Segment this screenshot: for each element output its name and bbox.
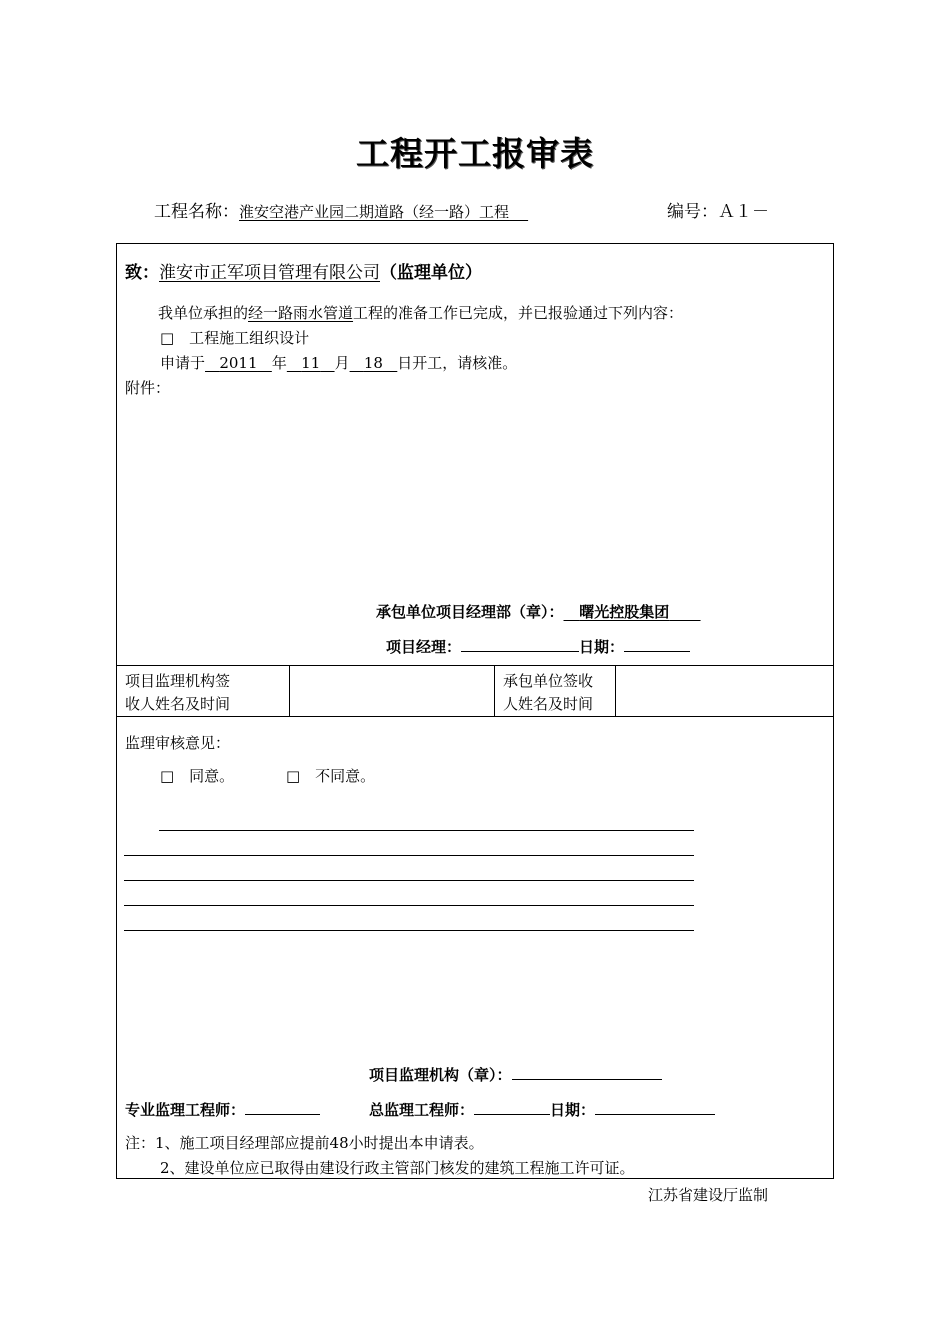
form-title: 工程开工报审表	[356, 134, 594, 173]
supervisor-receiver-field[interactable]	[290, 666, 493, 716]
project-name-label: 工程名称：	[154, 202, 239, 222]
form-number	[667, 197, 769, 222]
agree-checkbox[interactable]: □ 同意。	[160, 767, 235, 785]
addressee-company: 淮安市正军项目管理有限公司	[159, 263, 380, 283]
addressee-prefix: 致：	[125, 263, 159, 283]
supervision-org-field[interactable]	[512, 1065, 662, 1080]
supervision-org-label: 项目监理机构（章）：	[369, 1066, 512, 1084]
contractor-dept-value: 曙光控股集团	[579, 603, 670, 621]
supervisor-receiver-label: 项目监理机构签 收人姓名及时间	[125, 672, 231, 713]
project-manager-label: 项目经理：	[386, 638, 462, 656]
work-name: 经一路雨水管道	[248, 304, 354, 322]
contractor-dept-row	[376, 601, 701, 622]
addressee-suffix: （监理单位）	[380, 263, 482, 283]
body-line-1: 我单位承担的经一路雨水管道工程的准备工作已完成，并已报验通过下列内容：	[158, 304, 684, 322]
sign-row-divider-2	[494, 665, 495, 716]
opinion-line-3[interactable]	[124, 880, 694, 881]
issuer-footer: 江苏省建设厅监制	[648, 1186, 769, 1204]
project-manager-field[interactable]	[461, 637, 579, 652]
project-manager-row	[386, 636, 690, 657]
project-name-value: 淮安空港产业园二期道路（经一路）工程	[239, 203, 510, 221]
attachment-label: 附件：	[125, 379, 171, 397]
review-date-field[interactable]	[595, 1100, 715, 1115]
apply-date-line: 申请于 2011 年 11 月 18 日开工，请核准。	[160, 354, 518, 372]
opinion-line-1[interactable]	[159, 830, 694, 831]
addressee-row	[125, 258, 482, 283]
specialist-engineer-label: 专业监理工程师：	[125, 1101, 246, 1119]
contractor-date-label: 日期：	[579, 638, 625, 656]
checkbox-construction-design[interactable]: □ 工程施工组织设计	[160, 329, 310, 347]
disagree-checkbox[interactable]: □ 不同意。	[286, 767, 376, 785]
apply-day: 18	[363, 354, 383, 372]
note-1: 注：1、施工项目经理部应提前48小时提出本申请表。	[125, 1134, 484, 1152]
note-2: 2、建设单位应已取得由建设行政主管部门核发的建筑工程施工许可证。	[160, 1159, 635, 1177]
engineer-row	[125, 1099, 320, 1120]
contractor-receiver-label: 承包单位签收 人姓名及时间	[503, 672, 594, 713]
opinion-line-5[interactable]	[124, 930, 694, 931]
contractor-date-field[interactable]	[624, 637, 690, 652]
divider-2	[116, 716, 834, 717]
form-number-label: 编号：	[667, 202, 718, 222]
chief-engineer-label: 总监理工程师：	[369, 1101, 475, 1119]
supervision-org-row	[369, 1064, 662, 1085]
opinion-line-2[interactable]	[124, 855, 694, 856]
contractor-receiver-field[interactable]	[616, 666, 832, 716]
review-opinion-label: 监理审核意见：	[125, 734, 231, 752]
specialist-engineer-field[interactable]	[245, 1100, 320, 1115]
apply-month: 11	[301, 354, 321, 372]
apply-year: 2011	[219, 354, 258, 372]
contractor-dept-label: 承包单位项目经理部（章）：	[376, 603, 564, 621]
chief-engineer-row	[369, 1099, 715, 1120]
chief-engineer-field[interactable]	[474, 1100, 550, 1115]
opinion-line-4[interactable]	[124, 905, 694, 906]
review-date-label: 日期：	[550, 1101, 596, 1119]
project-name-row	[154, 197, 528, 222]
form-number-value: Ａ１－	[718, 202, 769, 222]
